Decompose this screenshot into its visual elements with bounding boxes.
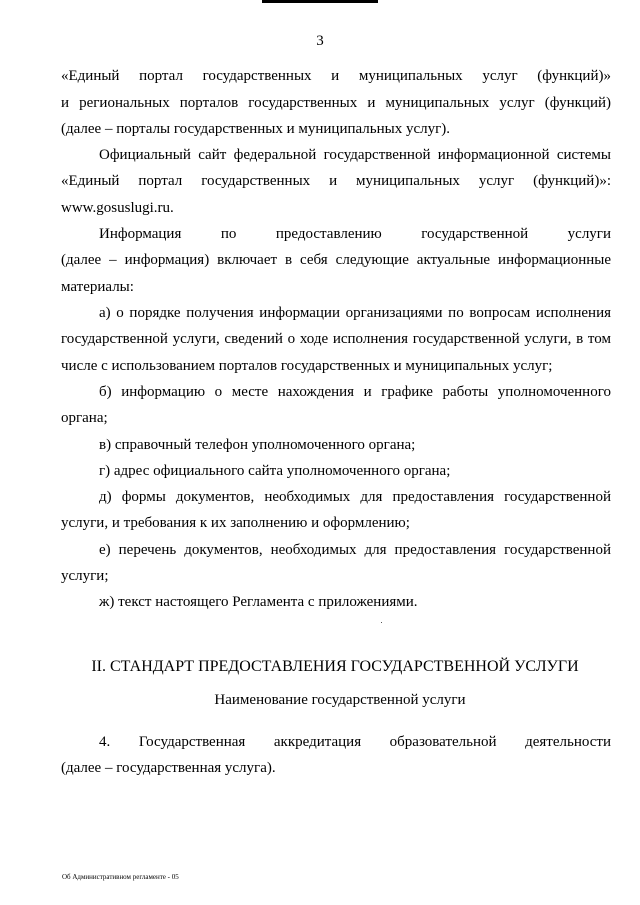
text-line: Информация по предоставлению государственной услуги	[99, 226, 611, 242]
list-item-e: е) перечень документов, необходимых для предоставления государственной	[99, 542, 611, 558]
text-line: Официальный сайт федеральной государственной информационной системы	[99, 147, 611, 163]
list-item-zh: ж) текст настоящего Регламента с приложениями.	[99, 594, 418, 610]
list-item-v: в) справочный телефон уполномоченного органа;	[99, 437, 416, 453]
subheading: Наименование государственной услуги	[214, 692, 466, 708]
scan-speck	[381, 622, 382, 623]
text-line: «Единый портал государственных и муниципальных услуг (функций)»	[61, 68, 611, 84]
text-line: органа;	[61, 410, 108, 426]
list-item-g: г) адрес официального сайта уполномоченного органа;	[99, 463, 451, 479]
text-line: (далее – информация) включает в себя следующие актуальные информационные	[61, 252, 611, 268]
text-line: государственной услуги, сведений о ходе исполнения государственной услуги, в том	[61, 331, 611, 347]
page-number: 3	[316, 33, 324, 49]
text-line: «Единый портал государственных и муниципальных услуг (функций)»:	[61, 173, 611, 189]
list-item-d: д) формы документов, необходимых для предоставления государственной	[99, 489, 611, 505]
text-line: и региональных порталов государственных и муниципальных услуг (функций)	[61, 95, 611, 111]
list-item-b: б) информацию о месте нахождения и графике работы уполномоченного	[99, 384, 611, 400]
top-rule	[262, 0, 378, 3]
text-line: (далее – государственная услуга).	[61, 760, 276, 776]
section-heading: II. СТАНДАРТ ПРЕДОСТАВЛЕНИЯ ГОСУДАРСТВЕННОЙ УСЛУГИ	[91, 658, 579, 675]
paragraph-4: 4. Государственная аккредитация образовательной деятельности	[99, 734, 611, 750]
text-line: услуги;	[61, 568, 109, 584]
footer: Об Административном регламенте - 05	[62, 873, 179, 881]
text-line: материалы:	[61, 279, 134, 295]
list-item-a: а) о порядке получения информации организациями по вопросам исполнения	[99, 305, 611, 321]
text-line: услуги, и требования к их заполнению и оформлению;	[61, 515, 410, 531]
text-line: числе с использованием порталов государственных и муниципальных услуг;	[61, 358, 553, 374]
text-line: (далее – порталы государственных и муниципальных услуг).	[61, 121, 451, 137]
text-line: www.gosuslugi.ru.	[61, 200, 174, 216]
